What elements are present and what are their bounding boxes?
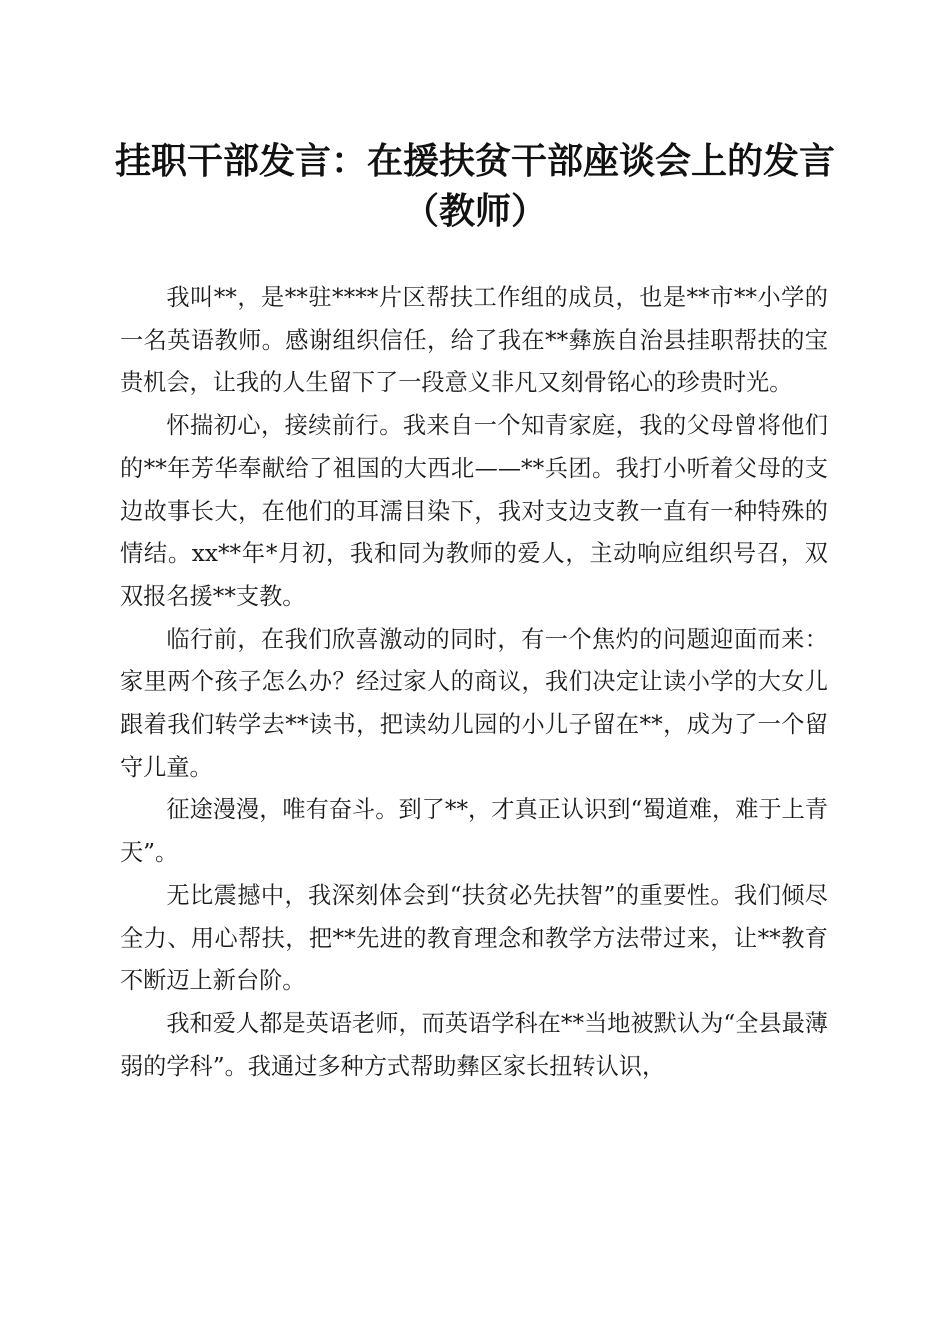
paragraph-2: 怀揣初心，接续前行。我来自一个知青家庭，我的父母曾将他们的**年芳华奉献给了祖国的大西北——**兵团。我打小听着父母的支边故事长大，在他们的耳濡目染下，我对支边支教一直有一种特殊的情结。xx**年*月初，我和同为教师的爱人，主动响应组织号召，双双报名援**支教。 (120, 412, 828, 610)
title-line-2: （教师） (402, 190, 547, 232)
document-title (100, 136, 850, 236)
title-line-1: 挂职干部发言：在援扶贫干部座谈会上的发言 (114, 140, 835, 182)
paragraph-4: 征途漫漫，唯有奋斗。到了**，才真正认识到“蜀道难，难于上青天”。 (120, 796, 828, 867)
paragraph-3: 临行前，在我们欣喜激动的同时，有一个焦灼的问题迎面而来：家里两个孩子怎么办？经过家人的商议，我们决定让读小学的大女儿跟着我们转学去**读书，把读幼儿园的小儿子留在**，成为了一个留守儿童。 (120, 625, 828, 781)
document-body (120, 277, 828, 1088)
paragraph-6: 我和爱人都是英语老师，而英语学科在**当地被默认为“全县最薄弱的学科”。我通过多种方式帮助彝区家长扭转认识， (120, 1009, 828, 1080)
paragraph-1: 我叫**，是**驻****片区帮扶工作组的成员，也是**市**小学的一名英语教师。感谢组织信任，给了我在**彝族自治县挂职帮扶的宝贵机会，让我的人生留下了一段意义非凡又刻骨铭心的珍贵时光。 (120, 284, 828, 397)
paragraph-5: 无比震撼中，我深刻体会到“扶贫必先扶智”的重要性。我们倾尽全力、用心帮扶，把**先进的教育理念和教学方法带过来，让**教育不断迈上新台阶。 (120, 881, 828, 995)
